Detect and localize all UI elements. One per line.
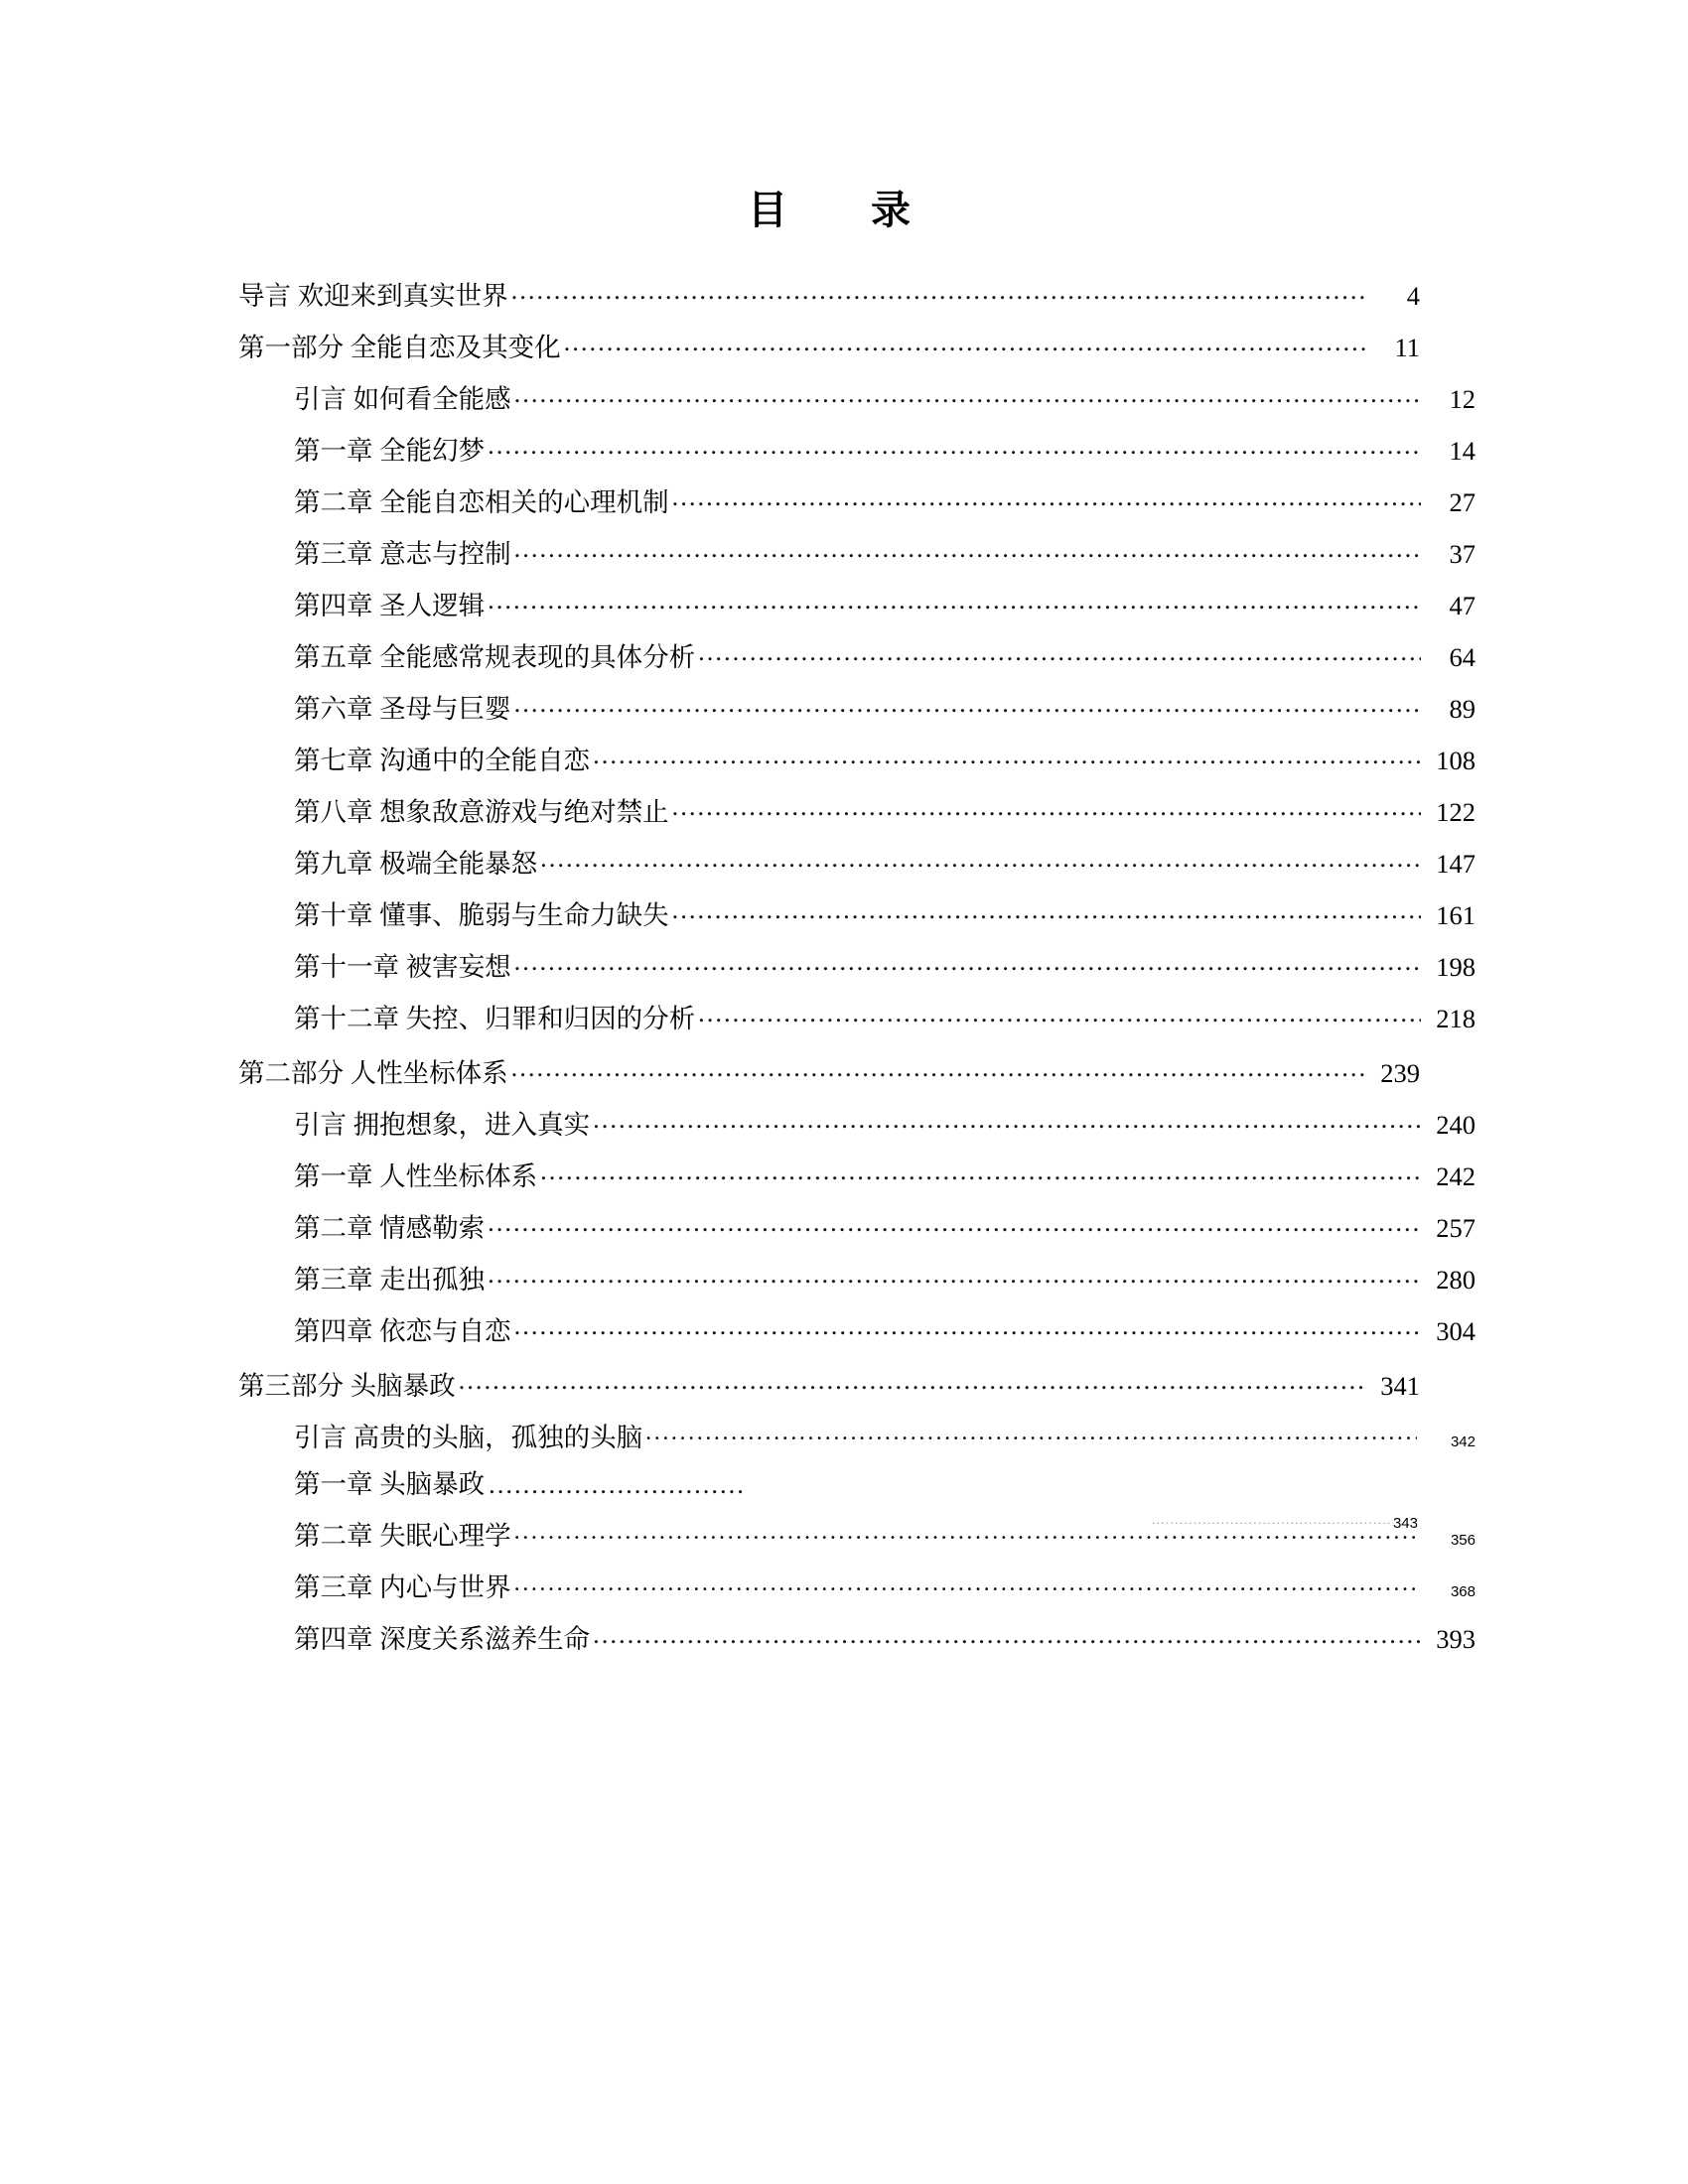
toc-entry-label: 第二章 情感勒索 [294, 1212, 486, 1243]
page-title: 目 录 [748, 188, 932, 232]
toc-dot-leader [514, 1313, 1421, 1340]
toc-entry-page-number: 147 [1436, 848, 1476, 879]
toc-entry-label: 第三章 走出孤独 [294, 1264, 486, 1295]
toc-entry[interactable] [238, 588, 1476, 618]
toc-entry[interactable] [238, 1570, 1476, 1601]
toc-entry-label: 第二章 全能自恋相关的心理机制 [294, 486, 669, 517]
toc-entry-page-number: 122 [1436, 796, 1476, 827]
toc-entry-label: 第四章 圣人逻辑 [294, 590, 486, 620]
toc-entry-page-number: 343 [1392, 1514, 1418, 1532]
toc-dot-leader [672, 484, 1421, 511]
toc-entry-page-number: 27 [1449, 486, 1476, 517]
toc-entry-label: 第九章 极端全能暴怒 [294, 848, 538, 879]
toc-entry[interactable] [238, 846, 1476, 877]
toc-entry-label: 第二部分 人性坐标体系 [238, 1057, 508, 1088]
toc-entry-label: 第一章 全能幻梦 [294, 435, 486, 466]
toc-entry-label: 第十章 懂事、脆弱与生命力缺失 [294, 899, 669, 930]
toc-entry-page-number: 108 [1436, 745, 1476, 775]
toc-entry-label: 第八章 想象敌意游戏与绝对禁止 [294, 796, 669, 827]
toc-dot-leader [593, 1107, 1421, 1134]
toc-entry-label: 第四章 深度关系滋养生命 [294, 1624, 591, 1654]
toc-entry[interactable] [238, 1420, 1476, 1450]
toc-entry[interactable] [238, 639, 1476, 670]
toc-entry-page-number: 393 [1436, 1624, 1476, 1654]
toc-entry[interactable] [238, 536, 1476, 567]
toc-entry[interactable] [238, 1469, 1420, 1532]
toc-entry-label: 导言 欢迎来到真实世界 [238, 280, 508, 311]
toc-entry[interactable] [238, 794, 1476, 825]
toc-entry-label: 引言 高贵的头脑，孤独的头脑 [294, 1422, 643, 1452]
toc-entry[interactable] [238, 433, 1476, 464]
toc-entry-page-number: 280 [1436, 1264, 1476, 1295]
toc-entry-label: 第四章 依恋与自恋 [294, 1315, 511, 1346]
toc-entry-label: 引言 如何看全能感 [294, 383, 511, 414]
toc-dot-leader [488, 1262, 1421, 1289]
toc-entry[interactable] [238, 1001, 1476, 1031]
toc-dot-leader [564, 330, 1365, 356]
toc-entry-label: 第一章 头脑暴政 [294, 1469, 486, 1499]
toc-entry[interactable] [238, 1368, 1420, 1399]
toc-dot-leader [514, 691, 1421, 718]
toc-entry-page-number: 64 [1449, 641, 1476, 672]
toc-entry-label: 第一部分 全能自恋及其变化 [238, 332, 561, 362]
toc-entry-page-number: 240 [1436, 1109, 1476, 1140]
toc-entry-page-number: 356 [1450, 1532, 1476, 1549]
toc-entry-page-number: 14 [1449, 435, 1476, 466]
toc-entry[interactable] [238, 743, 1476, 773]
toc-dot-leader [540, 1159, 1421, 1185]
toc-entry-page-number: 304 [1436, 1315, 1476, 1346]
toc-entry[interactable] [238, 1519, 1476, 1550]
toc-entry-page-number: 161 [1436, 899, 1476, 930]
toc-entry[interactable] [238, 897, 1476, 928]
toc-entry-label: 第五章 全能感常规表现的具体分析 [294, 641, 696, 672]
toc-entry[interactable] [238, 1055, 1420, 1086]
toc-entry[interactable] [238, 949, 1476, 980]
toc-entry-label: 第七章 沟通中的全能自恋 [294, 745, 591, 775]
toc-dot-leader [488, 433, 1421, 460]
toc-entry-page-number: 37 [1449, 538, 1476, 569]
toc-dot-leader [514, 536, 1421, 563]
toc-entry-page-number: 341 [1380, 1370, 1420, 1401]
toc-entry-page-number: 89 [1449, 693, 1476, 724]
toc-entry[interactable] [238, 1210, 1476, 1241]
toc-dot-leader [698, 639, 1421, 666]
toc-dot-leader [593, 743, 1421, 769]
toc-entry[interactable] [238, 1107, 1476, 1138]
toc-dot-leader [514, 949, 1421, 976]
toc-entry[interactable] [238, 1262, 1476, 1293]
toc-entry-page-number: 198 [1436, 951, 1476, 982]
toc-dot-leader [514, 381, 1421, 408]
toc-entry-label: 第三章 意志与控制 [294, 538, 511, 569]
toc-entry-label: 第三部分 头脑暴政 [238, 1370, 456, 1401]
toc-entry-label: 第二章 失眠心理学 [294, 1521, 511, 1551]
toc-dot-leader [511, 278, 1365, 305]
toc-entry-label: 第十一章 被害妄想 [294, 951, 511, 982]
toc-entry[interactable] [238, 1622, 1476, 1653]
toc-entry-label: 引言 拥抱想象，进入真实 [294, 1109, 591, 1140]
toc-dot-leader [488, 1210, 1421, 1237]
toc-entry-label: 第十二章 失控、归罪和归因的分析 [294, 1003, 696, 1033]
toc-dot-leader [459, 1368, 1365, 1395]
toc-dot-leader [514, 1570, 1417, 1597]
toc-dot-leader: .............................. [489, 1469, 746, 1499]
toc-entry[interactable] [238, 278, 1420, 309]
toc-entry-page-number: 239 [1380, 1057, 1420, 1088]
toc-entry-page-number: 218 [1436, 1003, 1476, 1033]
toc-dot-leader [540, 846, 1421, 873]
toc-entry-label: 第三章 内心与世界 [294, 1572, 511, 1602]
toc-entry-page-number: 342 [1450, 1433, 1476, 1450]
toc-dot-leader [514, 1519, 1417, 1546]
toc-entry-page-number: 368 [1450, 1583, 1476, 1600]
toc-dot-leader [593, 1622, 1421, 1649]
toc-dot-leader [511, 1055, 1365, 1082]
toc-content [238, 188, 1476, 1674]
toc-entry-page-number: 242 [1436, 1160, 1476, 1191]
toc-entry-page-number: 4 [1406, 280, 1420, 311]
toc-list [238, 278, 1476, 1654]
toc-entry[interactable] [238, 330, 1420, 360]
toc-entry[interactable] [238, 381, 1476, 412]
toc-dot-leader [672, 897, 1421, 924]
toc-dot-leader [698, 1001, 1421, 1027]
toc-entry-page-number: 12 [1449, 383, 1476, 414]
toc-entry[interactable] [238, 691, 1476, 722]
toc-dot-leader [488, 588, 1421, 614]
toc-entry[interactable] [238, 1159, 1476, 1189]
toc-entry-label: 第六章 圣母与巨婴 [294, 693, 511, 724]
toc-entry[interactable] [238, 1313, 1476, 1344]
toc-entry-page-number: 11 [1394, 332, 1420, 362]
toc-entry-label: 第一章 人性坐标体系 [294, 1160, 538, 1191]
toc-entry-page-number: 47 [1449, 590, 1476, 620]
toc-dot-leader [645, 1420, 1417, 1446]
toc-dot-leader [672, 794, 1421, 821]
toc-entry[interactable] [238, 484, 1476, 515]
toc-entry-page-number: 257 [1436, 1212, 1476, 1243]
